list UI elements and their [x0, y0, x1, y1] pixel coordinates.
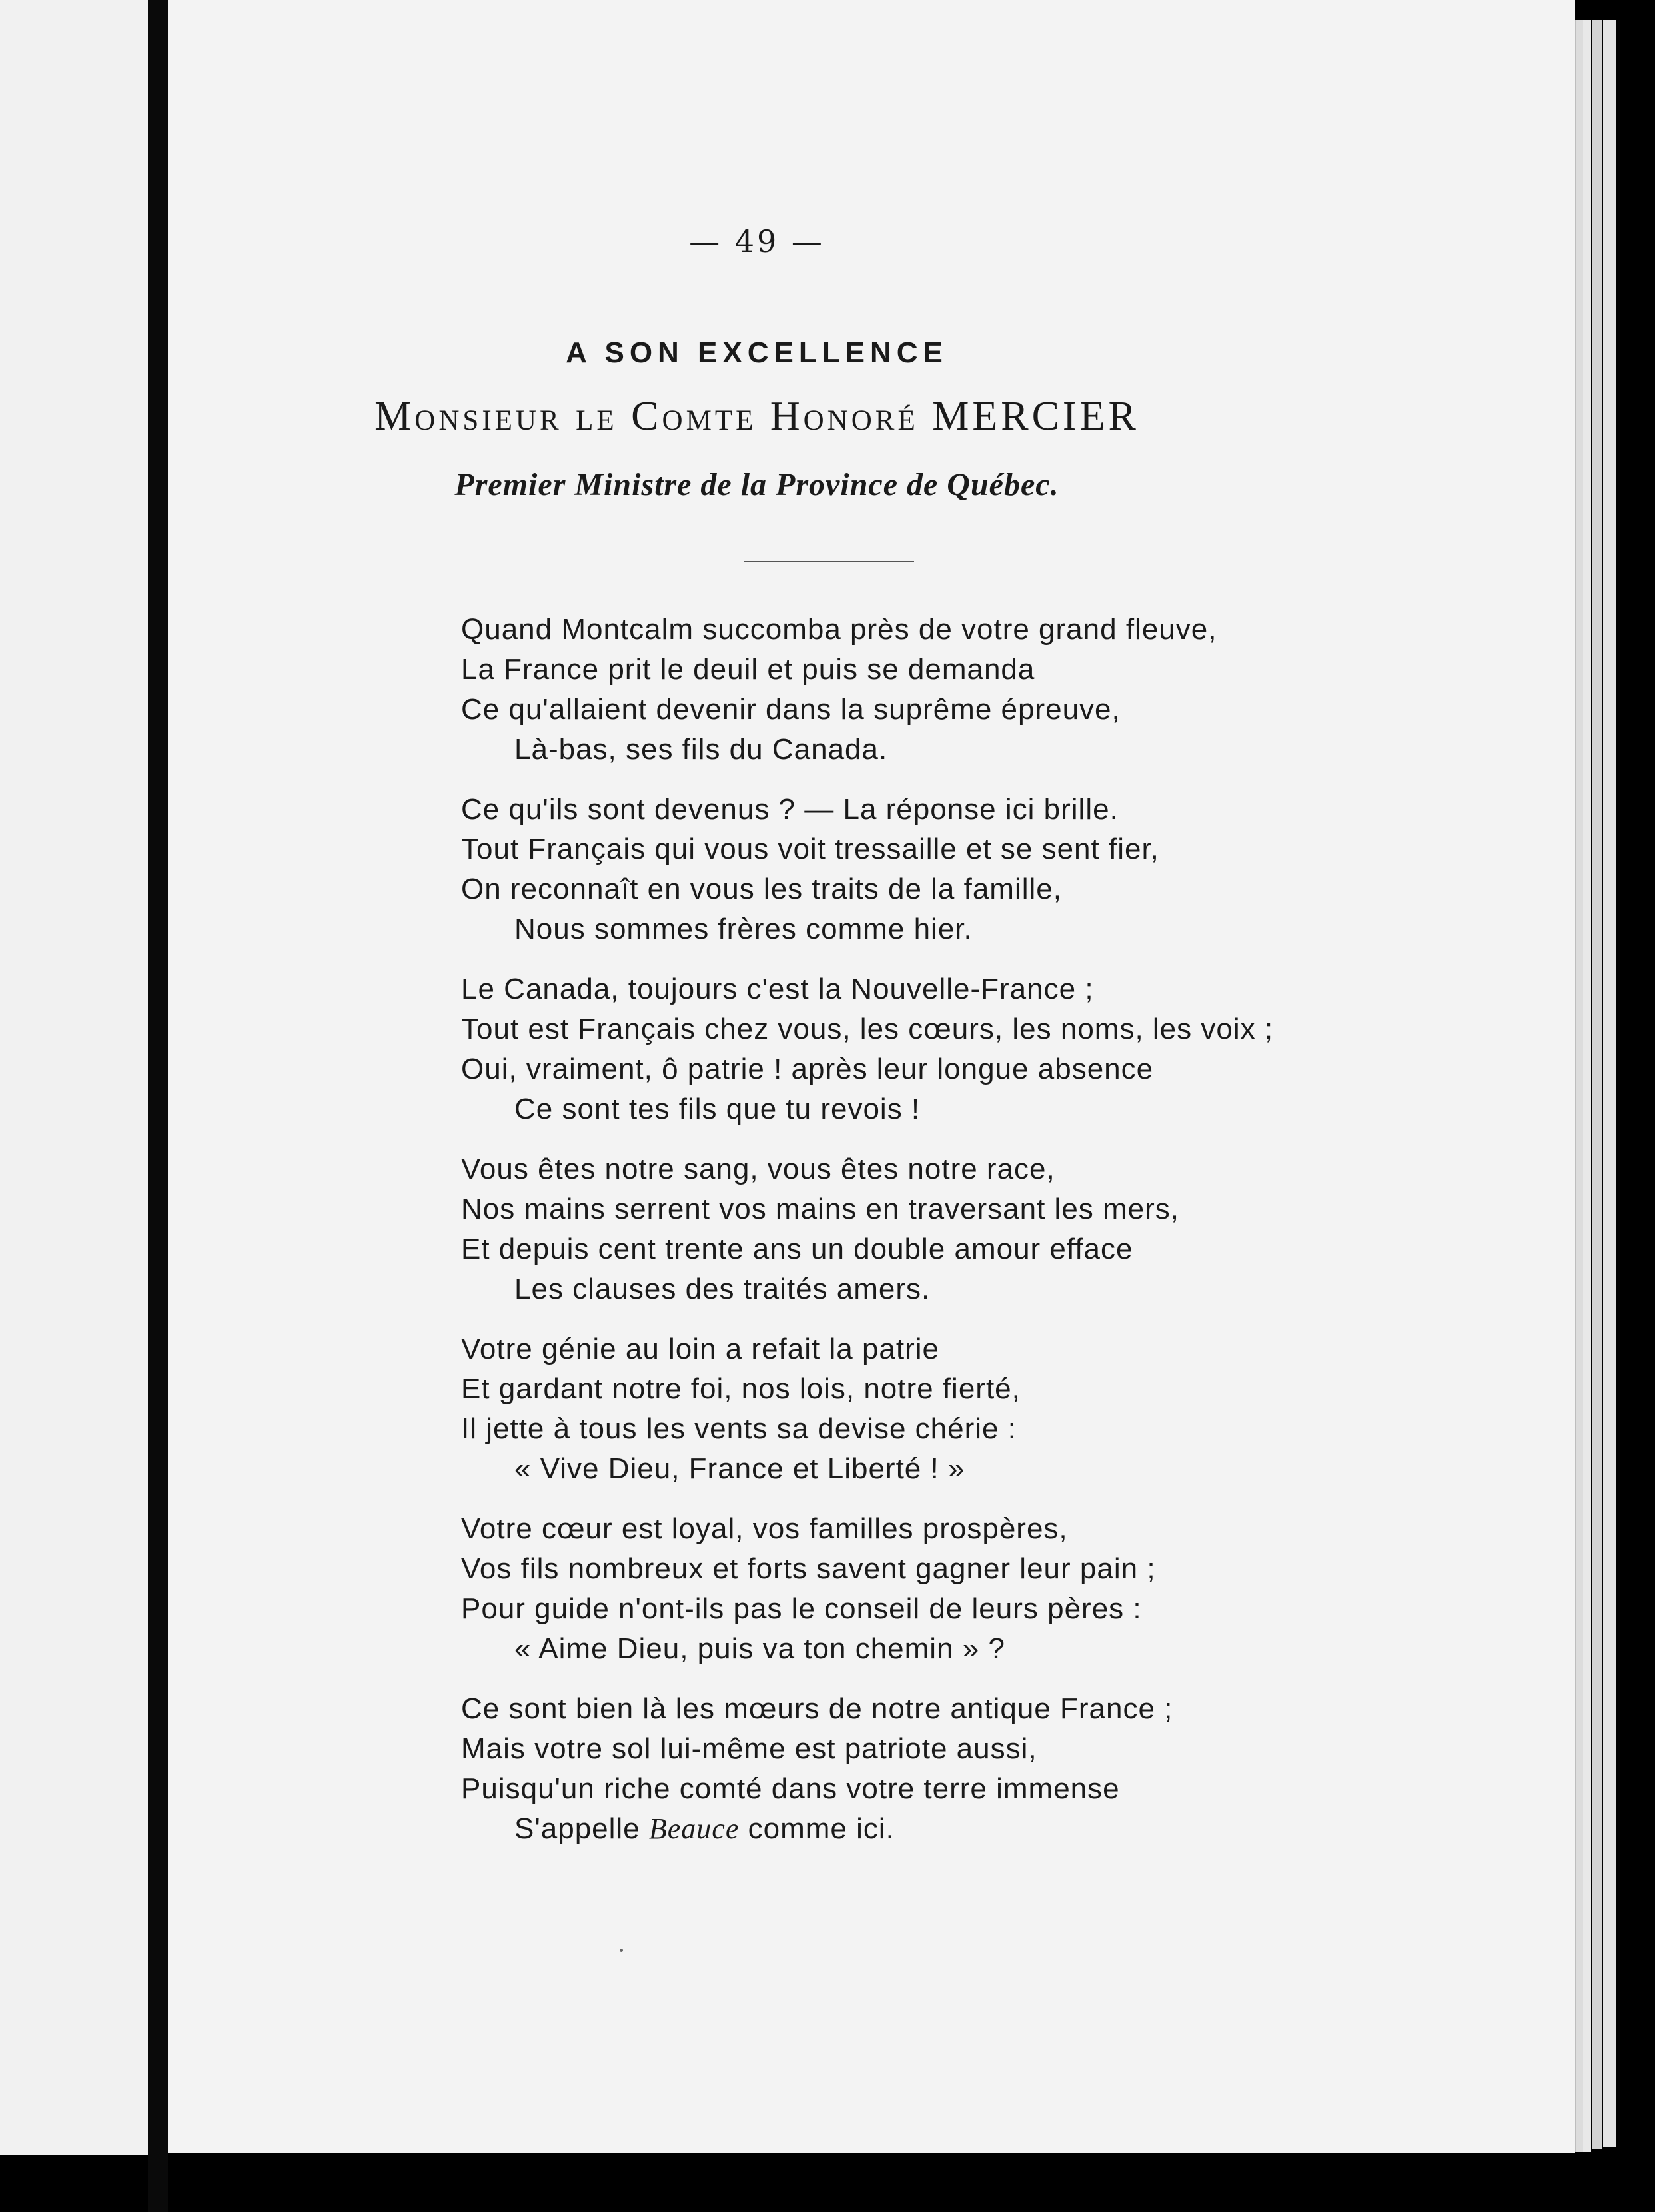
stanza-4	[461, 1149, 1460, 1309]
page-49	[168, 0, 1575, 2153]
page-edge-strip	[1575, 20, 1583, 2152]
verse-line-refrain	[461, 1809, 1460, 1849]
verse-line: Tout est Français chez vous, les cœurs, les noms, les voix ;	[461, 1013, 1274, 1045]
page-edge-strip	[1583, 20, 1591, 2152]
section-divider	[744, 561, 914, 562]
poem	[461, 610, 1460, 1869]
verse-line-refrain: « Aime Dieu, puis va ton chemin » ?	[514, 1632, 1005, 1665]
verse-line: On reconnaît en vous les traits de la famille,	[461, 873, 1062, 905]
verse-line: Ce qu'ils sont devenus ? — La réponse ici brille.	[461, 793, 1119, 826]
stanza-1	[461, 610, 1460, 770]
verse-line: Nos mains serrent vos mains en traversant les mers,	[461, 1193, 1180, 1225]
dedication-name: Monsieur le Comte Honoré MERCIER	[374, 394, 1139, 439]
verse-line: Et depuis cent trente ans un double amour efface	[461, 1233, 1133, 1265]
verse-line-refrain: Là-bas, ses fils du Canada.	[514, 733, 888, 766]
verse-line: Vous êtes notre sang, vous êtes notre race,	[461, 1153, 1055, 1185]
dedication-heading: A SON EXCELLENCE	[566, 336, 948, 369]
verse-line: Tout Français qui vous voit tressaille et se sent fier,	[461, 833, 1159, 865]
verse-line: Votre génie au loin a refait la patrie	[461, 1333, 940, 1365]
verse-line: Mais votre sol lui-même est patriote aussi,	[461, 1732, 1037, 1765]
page-content	[168, 0, 1575, 2153]
stanza-5	[461, 1329, 1460, 1489]
page-edge-strip	[1592, 20, 1602, 2149]
verse-line: Ce qu'allaient devenir dans la suprême épreuve,	[461, 693, 1121, 726]
left-page-margin	[0, 0, 148, 2155]
verse-line: Et gardant notre foi, nos lois, notre fierté,	[461, 1373, 1021, 1405]
verse-line: Il jette à tous les vents sa devise chérie :	[461, 1412, 1017, 1445]
verse-line-refrain: Ce sont tes fils que tu revois !	[514, 1093, 921, 1125]
verse-line: Puisqu'un riche comté dans votre terre immense	[461, 1772, 1120, 1805]
verse-text: S'appelle	[514, 1812, 640, 1845]
verse-line: Oui, vraiment, ô patrie ! après leur longue absence	[461, 1053, 1154, 1085]
stanza-3	[461, 969, 1460, 1129]
verse-text: comme ici.	[748, 1812, 895, 1845]
verse-line: Votre cœur est loyal, vos familles prospères,	[461, 1512, 1068, 1545]
stanza-7	[461, 1689, 1460, 1849]
verse-line: Vos fils nombreux et forts savent gagner leur pain ;	[461, 1552, 1156, 1585]
verse-line: Le Canada, toujours c'est la Nouvelle-France ;	[461, 973, 1094, 1005]
page-edge-strip	[1603, 20, 1616, 2147]
page-number: — 49 —	[689, 223, 825, 259]
book-gutter	[148, 0, 168, 2212]
stanza-6	[461, 1509, 1460, 1669]
ink-speck	[620, 1949, 623, 1952]
stanza-2	[461, 790, 1460, 949]
verse-line: Pour guide n'ont-ils pas le conseil de leurs pères :	[461, 1592, 1142, 1625]
place-name-italic: Beauce	[648, 1812, 740, 1845]
verse-line: Ce sont bien là les mœurs de notre antique France ;	[461, 1692, 1173, 1725]
verse-line-refrain: Nous sommes frères comme hier.	[514, 913, 973, 945]
verse-line: Quand Montcalm succomba près de votre grand fleuve,	[461, 613, 1217, 646]
verse-line-refrain: Les clauses des traités amers.	[514, 1273, 931, 1305]
verse-line-refrain: « Vive Dieu, France et Liberté ! »	[514, 1452, 965, 1485]
verse-line: La France prit le deuil et puis se demanda	[461, 653, 1035, 686]
dedication-title: Premier Ministre de la Province de Québec.	[454, 467, 1059, 502]
